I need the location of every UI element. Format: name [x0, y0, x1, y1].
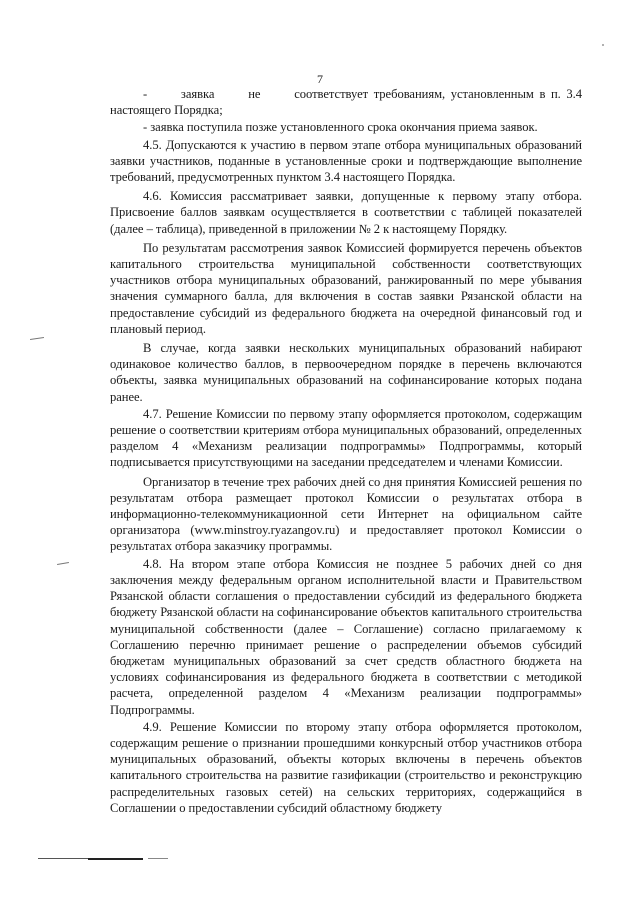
paragraph-4-5: 4.5. Допускаются к участию в первом этапе отбора муниципальных образований заявки участников, поданные в установленные сроки и подтверждающие выполнение требований, предусмотренных пунктом 3.4 настоящего Порядка.: [110, 137, 582, 185]
paragraph-ranking: По результатам рассмотрения заявок Комиссией формируется перечень объектов капитального строительства муниципальной собственности соответствующих участников отбора муниципальных образований, ранжированный по мере убывания значения суммарного балла, для включения в состав заявки Рязанской области на предоставление субсидий из федерального бюджета на очередной финансовый год и плановый период.: [110, 240, 582, 336]
margin-mark: [57, 562, 69, 565]
page-number: 7: [317, 72, 323, 86]
paragraph-4-8: 4.8. На втором этапе отбора Комиссия не позднее 5 рабочих дней со дня заключения между федеральным органом исполнительной власти и Правительством Рязанской области соглашения о предоставлении субсидий из федерального бюджета бюджету Рязанской области на софинансирование объектов капитального строительства муниципальной собственности (далее – Соглашение) согласно прилагаемому к Соглашению перечню принимает решение о распределении объемов субсидий бюджетам муниципальных образований за счет средств областного бюджета на условиях софинансирования из федерального бюджета в соответствии с методикой расчета, определенной разделом 4 «Механизм реализации подпрограммы» Подпрограммы.: [110, 556, 582, 717]
paragraph-equal-score: В случае, когда заявки нескольких муниципальных образований набирают одинаковое количество баллов, в первоочередном порядке в перечень включаются объекты, заявка муниципальных образований на софинансирование которых подана ранее.: [110, 341, 582, 404]
scan-dot: [602, 44, 604, 46]
paragraph-4-6: 4.6. Комиссия рассматривает заявки, допущенные к первому этапу отбора. Присвоение баллов заявкам осуществляется в соответствии с таблицей показателей (далее – таблица), приведенной в приложении № 2 к настоящему Порядку.: [110, 189, 582, 236]
footer-rule: [38, 858, 88, 859]
paragraph-4-7: 4.7. Решение Комиссии по первому этапу оформляется протоколом, содержащим решение о соответствии критериям отбора муниципальных образований, определенных разделом 4 «Механизм реализации подпрограммы» Подпрограммы, который подписывается присутствующими на заседании председателем и членами Комиссии.: [110, 406, 582, 470]
paragraph-organizer: Организатор в течение трех рабочих дней со дня принятия Комиссией решения по результатам отбора размещает протокол Комиссии о результатах отбора в информационно-телекоммуникационной сети Интернет на официальном сайте организатора (www.minstroy.ryazangov.ru) и предоставляет протокол Комиссии о результатах отбора заказчику программы.: [110, 474, 582, 554]
paragraph-4-9: 4.9. Решение Комиссии по второму этапу отбора оформляется протоколом, содержащим решение о признании прошедшими конкурсный отбор участников отбора муниципальных образований, объекты которых включены в перечень объектов капитального строительства на развитие газификации (строительство и реконструкцию распределительных газовых сетей) на сельских территориях, содержащийся в Соглашении о предоставлении субсидий областному бюджету: [110, 719, 582, 815]
paragraph-1: - заявка не соответствует требованиям, установленным в п. 3.4 настоящего Порядка;: [110, 87, 582, 118]
footer-rule: [148, 858, 168, 859]
footer-rule: [88, 858, 143, 860]
margin-mark: [30, 337, 44, 340]
paragraph-2: - заявка поступила позже установленного срока окончания приема заявок.: [143, 120, 538, 135]
document-body: [110, 86, 582, 817]
